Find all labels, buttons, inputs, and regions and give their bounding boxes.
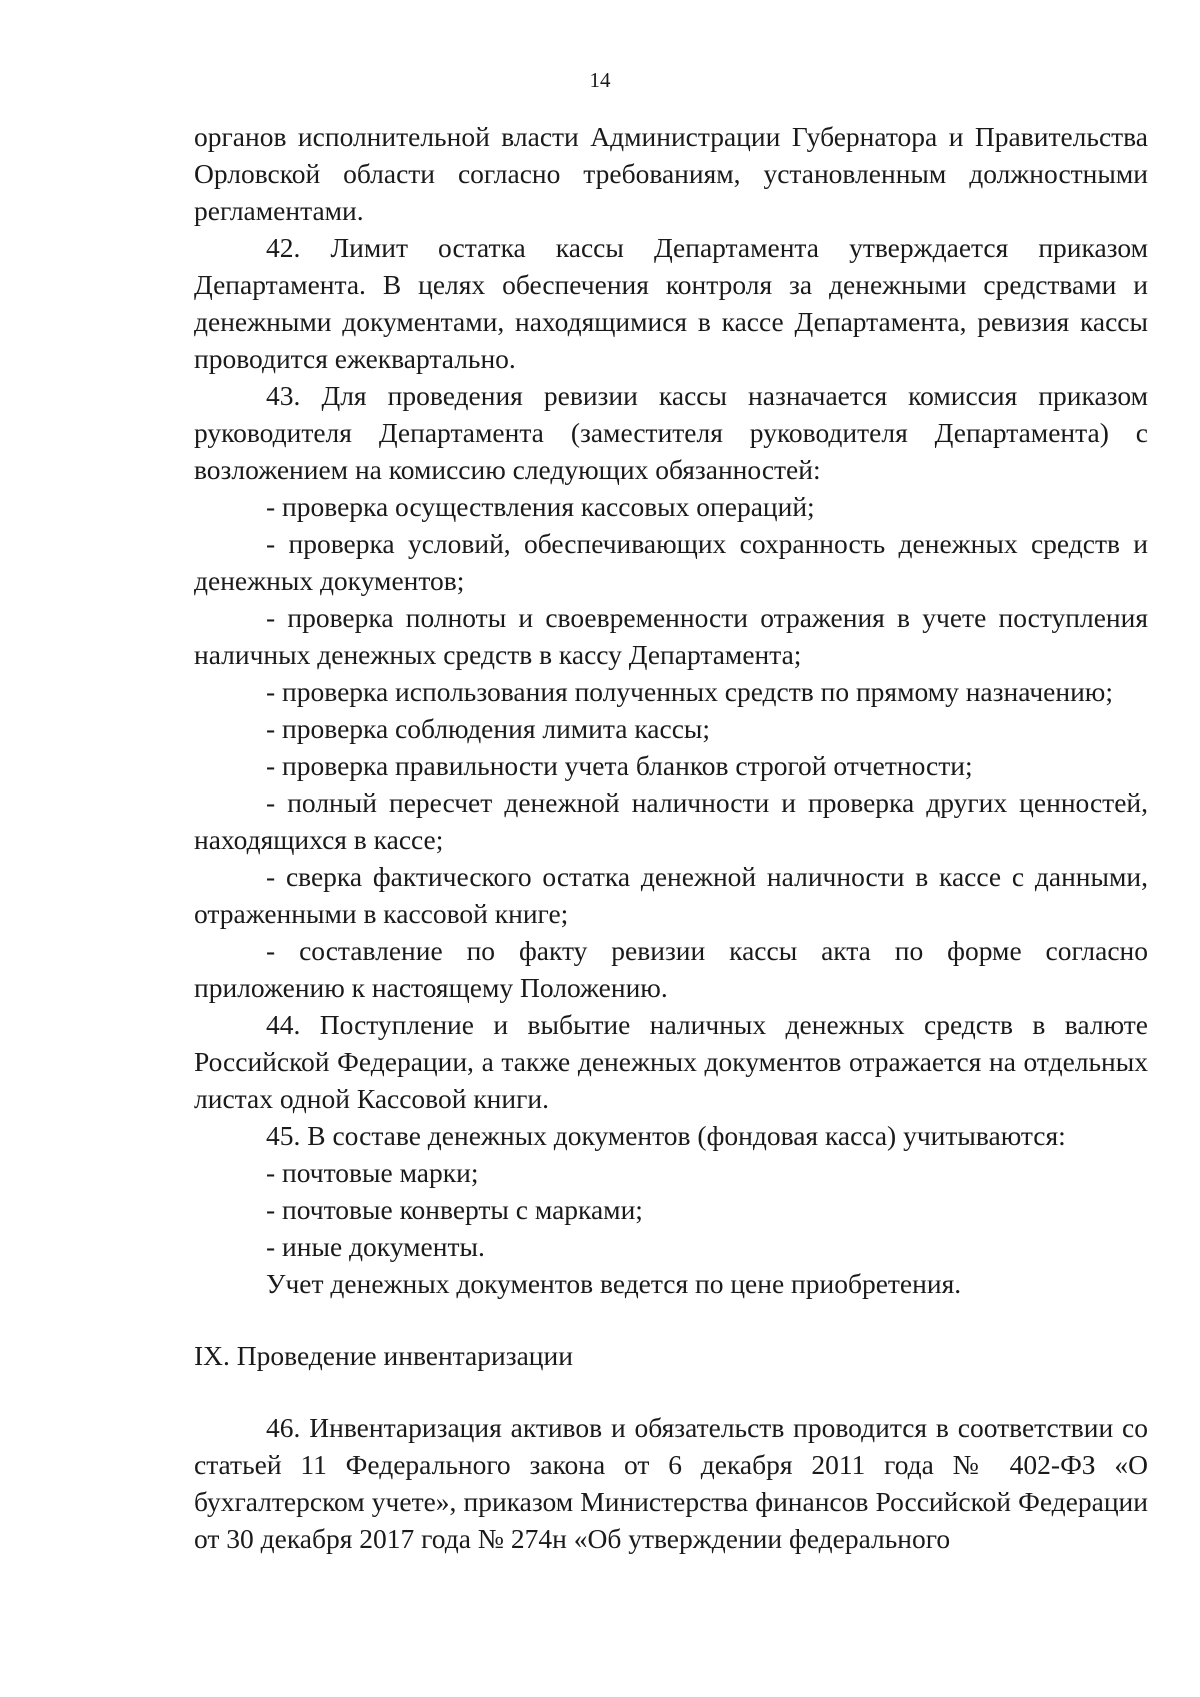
top-paragraphs <box>194 118 1148 1302</box>
paragraph: 42. Лимит остатка кассы Департамента утверждается приказом Департамента. В целях обеспечения контроля за денежными средствами и денежными документами, находящимися в кассе Департамента, ревизия кассы проводится ежеквартально. <box>194 232 1148 374</box>
paragraph: 45. В составе денежных документов (фондовая касса) учитываются: <box>266 1120 1066 1151</box>
paragraph: Учет денежных документов ведется по цене приобретения. <box>266 1268 962 1299</box>
paragraph: - проверка правильности учета бланков строгой отчетности; <box>266 750 973 781</box>
paragraph: - почтовые конверты с марками; <box>266 1194 643 1225</box>
paragraph: - сверка фактического остатка денежной наличности в кассе с данными, отраженными в кассовой книге; <box>194 861 1148 929</box>
paragraph: 46. Инвентаризация активов и обязательств проводится в соответствии со статьей 11 Федерального закона от 6 декабря 2011 года № 402-ФЗ «О бухгалтерском учете», приказом Министерства финансов Российской Федерации от 30 декабря 2017 года № 274н «Об утверждении федерального <box>194 1412 1148 1554</box>
paragraph: - проверка условий, обеспечивающих сохранность денежных средств и денежных документов; <box>194 528 1148 596</box>
paragraph: - почтовые марки; <box>266 1157 479 1188</box>
paragraph: - проверка соблюдения лимита кассы; <box>266 713 711 744</box>
paragraph: - проверка полноты и своевременности отражения в учете поступления наличных денежных средств в кассу Департамента; <box>194 602 1148 670</box>
paragraph: - иные документы. <box>266 1231 485 1262</box>
document-body <box>194 118 1148 1557</box>
section-heading: IX. Проведение инвентаризации <box>194 1340 573 1371</box>
paragraph: 43. Для проведения ревизии кассы назначается комиссия приказом руководителя Департамента (заместителя руководителя Департамента) с возложением на комиссию следующих обязанностей: <box>194 380 1148 485</box>
paragraph: - проверка использования полученных средств по прямому назначению; <box>266 676 1113 707</box>
paragraph: органов исполнительной власти Администрации Губернатора и Правительства Орловской области согласно требованиям, установленным должностными регламентами. <box>194 121 1148 226</box>
page-number: 14 <box>589 68 611 92</box>
bottom-paragraphs <box>194 1409 1148 1557</box>
paragraph: - полный пересчет денежной наличности и проверка других ценностей, находящихся в кассе; <box>194 787 1148 855</box>
paragraph: - проверка осуществления кассовых операций; <box>266 491 815 522</box>
paragraph: - составление по факту ревизии кассы акта по форме согласно приложению к настоящему Положению. <box>194 935 1148 1003</box>
paragraph: 44. Поступление и выбытие наличных денежных средств в валюте Российской Федерации, а также денежных документов отражается на отдельных листах одной Кассовой книги. <box>194 1009 1148 1114</box>
